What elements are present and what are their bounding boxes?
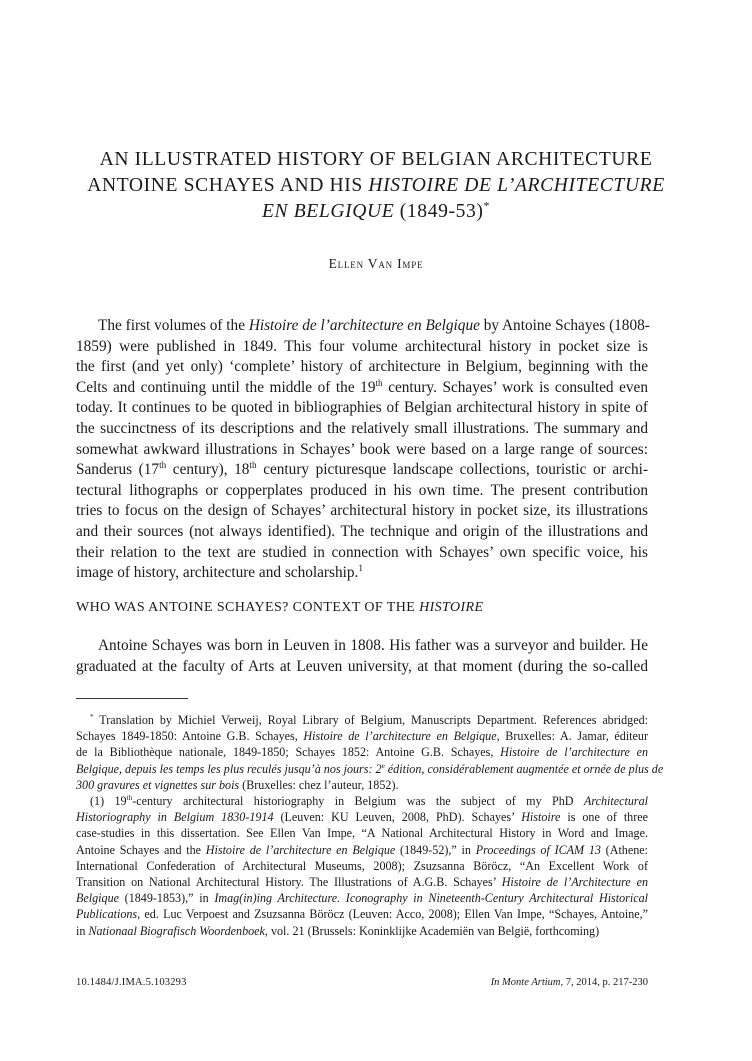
footnote-line: Transition on National Architectural History. The Illustrations of A.G.B. Schayes’ Histoire de l’Architecture en	[76, 875, 649, 890]
text-line: Sanderus (17th century), 18th century picturesque landscape collections, touristic or archi-	[76, 460, 649, 479]
doi-identifier[interactable]: 10.1484/J.IMA.5.103293	[76, 977, 187, 988]
footnotes	[76, 712, 664, 939]
title-footnote-mark[interactable]: *	[483, 199, 491, 213]
footnote-line: * Translation by Michiel Verweij, Royal Library of Belgium, Manuscripts Department. References abridged:	[90, 712, 648, 727]
footnote-line: case-studies in this dissertation. See Ellen Van Impe, “A National Architectural History in Word and Image.	[76, 826, 648, 841]
section-heading: WHO WAS ANTOINE SCHAYES? CONTEXT OF THE HISTOIRE	[76, 600, 484, 615]
footnote-line: Schayes 1849-1850: Antoine G.B. Schayes, Histoire de l’architecture en Belgique, Bruxelles: A. Jamar, éditeur	[76, 729, 648, 744]
title-line-2: ANTOINE SCHAYES AND HIS HISTOIRE DE L’ARCHITECTURE	[87, 175, 665, 196]
footnote-line: Belgique (1849-1853),” in Imag(in)ing Architecture. Iconography in Nineteenth-Century Architectural Historical	[76, 891, 649, 906]
section-paragraph	[76, 636, 648, 677]
footnote-divider	[76, 698, 188, 699]
footnote-line: in Nationaal Biografisch Woordenboek, vol. 21 (Brussels: Koninklijke Academiën van België, forthcoming)	[76, 923, 600, 938]
footnote-ref-1[interactable]: 1	[358, 563, 363, 574]
text-line: tries to focus on the design of Schayes’ architectural history in pocket size, its illustrations	[76, 502, 648, 520]
title-line-1: AN ILLUSTRATED HISTORY OF BELGIAN ARCHITECTURE	[99, 149, 653, 170]
text-line: graduated at the faculty of Arts at Leuven university, at that moment (during the so-called	[76, 657, 648, 675]
footnote-line: (1) 19th-century architectural historiography in Belgium was the subject of my PhD Architectural	[90, 793, 648, 809]
intro-paragraph	[76, 316, 648, 584]
title-line-3: EN BELGIQUE (1849-53)*	[261, 199, 491, 222]
footnote-line: Publications, ed. Luc Verpoest and Zsuzsanna Böröcz (Leuven: Acco, 2008); Ellen Van Impe, “Schayes, Antoine,”	[76, 907, 648, 922]
text-line: the first (and yet only) ‘complete’ history of architecture in Belgium, beginning with the	[76, 358, 648, 376]
footnote-line: Belgique, depuis les temps les plus reculés jusqu’à nos jours: 2e édition, considérablement augmentée et ornée de plus de	[76, 761, 664, 776]
footnote-line: de la Bibliothèque nationale, 1849-1850; Schayes 1852: Antoine G.B. Schayes, Histoire de l’architecture en	[76, 745, 649, 760]
text-line: image of history, architecture and scholarship.$^1$	[76, 563, 363, 582]
text-line: The first volumes of the Histoire de l’architecture en Belgique by Antoine Schayes (1808-	[98, 317, 650, 334]
footnote-line: Historiography in Belgium 1830-1914 (Leuven: KU Leuven, 2008, PhD). Schayes’ Histoire is one of three	[76, 810, 648, 825]
footnote-line: 300 gravures et vignettes sur bois (Bruxelles: chez l’auteur, 1852).	[76, 777, 399, 792]
text-line: tectural lithographs or copperplates produced in his own time. The present contribution	[76, 481, 648, 499]
text-line: today. It continues to be quoted in bibliographies of Belgian architectural history in spite of	[76, 399, 648, 417]
text-line: Celts and continuing until the middle of the 19th century. Schayes’ work is consulted even	[76, 377, 648, 396]
text-line: Antoine Schayes was born in Leuven in 1808. His father was a surveyor and builder. He	[98, 637, 648, 654]
footnote-line: Antoine Schayes and the Histoire de l’architecture en Belgique (1849-52),” in Proceedings of ICAM 13 (Athene:	[76, 842, 648, 857]
text-line: the succinctness of its descriptions and the relatively small illustrations. The summary and	[76, 419, 648, 437]
footnote-line: International Confederation of Architectural Museums, 2008); Zsuzsanna Böröcz, “An Excellent Work of	[76, 858, 648, 873]
author-name: Ellen Van Impe	[328, 256, 424, 271]
text-line: somewhat awkward illustrations in Schayes’ book were based on a large range of sources:	[76, 440, 648, 458]
journal-citation: In Monte Artium, 7, 2014, p. 217-230	[490, 977, 648, 988]
text-line: their relation to the text are studied in connection with Schayes’ own specific voice, his	[76, 543, 648, 561]
text-line: 1859) were published in 1849. This four volume architectural history in pocket size is	[76, 337, 648, 355]
article-title	[76, 147, 676, 225]
text-line: and their sources (not always identified). The technique and origin of the illustrations and	[76, 522, 648, 540]
